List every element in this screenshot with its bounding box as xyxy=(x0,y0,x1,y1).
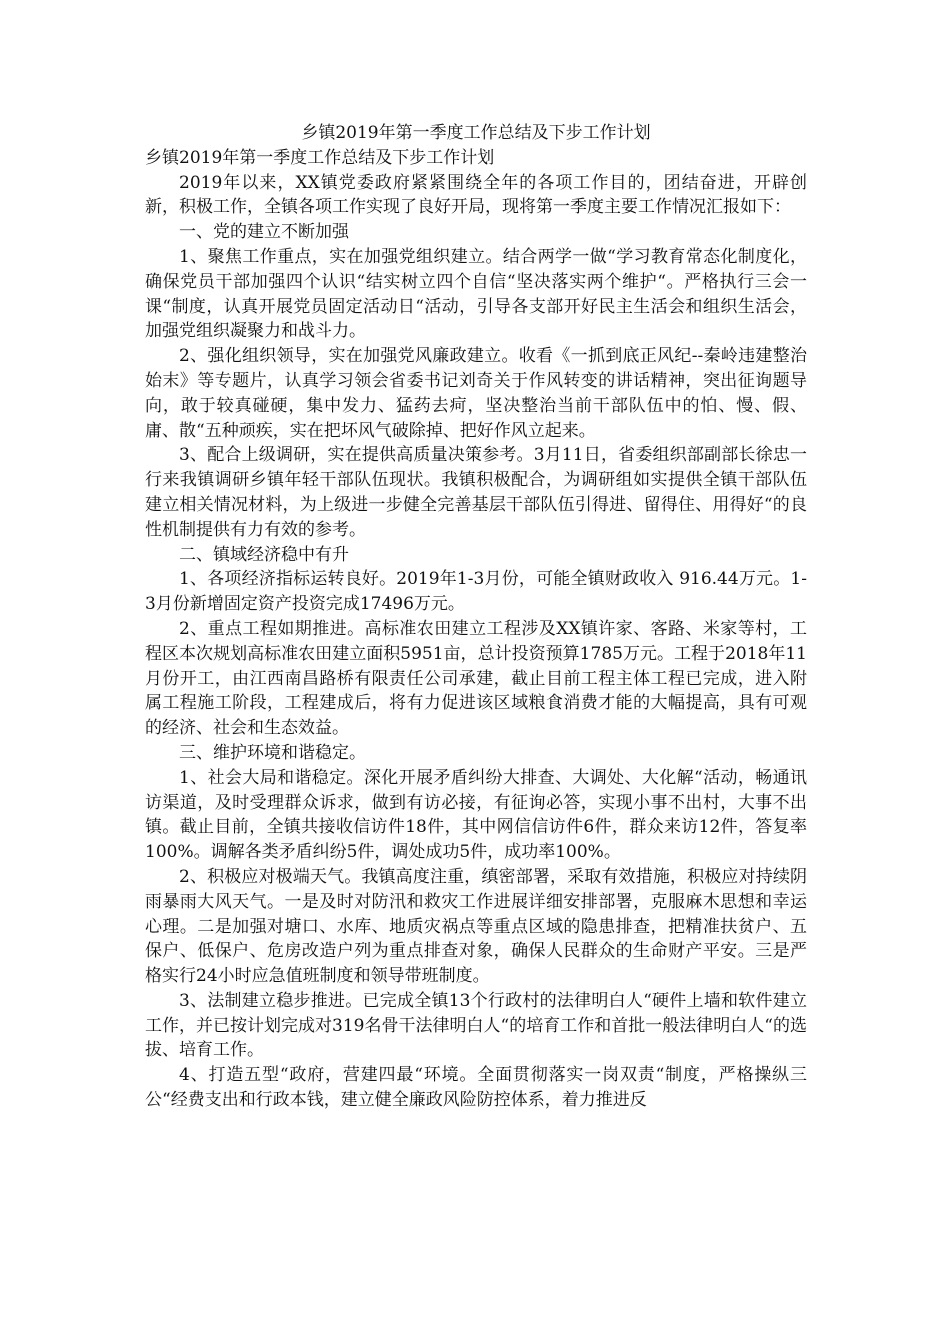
section-heading-economy: 二、镇域经济稳中有升 xyxy=(179,544,349,565)
document-title: 乡镇2019年第一季度工作总结及下步工作计划 xyxy=(301,123,651,143)
document-subtitle: 乡镇2019年第一季度工作总结及下步工作计划 xyxy=(145,147,495,168)
body-paragraph: 2、积极应对极端天气。我镇高度注重，缜密部署，采取有效措施，积极应对持续阴雨暴雨大风天气。一是及时对防汛和救灾工作进展详细安排部署，克服麻木思想和幸运心理。二是加强对塘口、水库、地质灾祸点等重点区域的隐患排查，把精准扶贫户、五保户、低保户、危房改造户列为重点排查对象，确保人民群众的生命财产平安。三是严格实行24小时应急值班制度和领导带班制度。 xyxy=(145,866,807,987)
body-paragraph: 1、各项经济指标运转良好。2019年1-3月份，可能全镇财政收入 916.44万元。1-3月份新增固定资产投资完成17496万元。 xyxy=(145,569,807,615)
body-paragraph: 4、打造五型“政府，营建四最“环境。全面贯彻落实一岗双责“制度，严格操纵三公“经费支出和行政本钱，建立健全廉政风险防控体系，着力推进反 xyxy=(145,1065,807,1111)
intro-paragraph: 2019年以来，XX镇党委政府紧紧围绕全年的各项工作目的，团结奋进，开辟创新，积极工作，全镇各项工作实现了良好开局，现将第一季度主要工作情况汇报如下： xyxy=(145,172,807,218)
body-paragraph: 3、配合上级调研，实在提供高质量决策参考。3月11日，省委组织部副部长徐忠一行来我镇调研乡镇年轻干部队伍现状。我镇积极配合，为调研组如实提供全镇干部队伍建立相关情况材料，为上级进一步健全完善基层干部队伍引得进、留得住、用得好“的良性机制提供有力有效的参考。 xyxy=(145,445,807,540)
body-paragraph: 1、社会大局和谐稳定。深化开展矛盾纠纷大排查、大调处、大化解“活动，畅通讯访渠道，及时受理群众诉求，做到有访必接，有征询必答，实现小事不出村，大事不出镇。截止目前，全镇共接收信访件18件，其中网信信访件6件，群众来访12件，答复率100%。调解各类矛盾纠纷5件，调处成功5件，成功率100%。 xyxy=(145,767,807,863)
section-heading-stability: 三、维护环境和谐稳定。 xyxy=(179,742,366,763)
body-paragraph: 2、强化组织领导，实在加强党风廉政建立。收看《一抓到底正风纪--秦岭违建整治始末》等专题片，认真学习领会省委书记刘奇关于作风转变的讲话精神，突出征询题导向，敢于较真碰硬，集中发力、猛药去疴，坚决整治当前干部队伍中的怕、慢、假、庸、散“五种顽疾，实在把坏风气破除掉、把好作风立起来。 xyxy=(145,346,807,441)
section-heading-party-building: 一、党的建立不断加强 xyxy=(179,222,349,243)
body-paragraph: 1、聚焦工作重点，实在加强党组织建立。结合两学一做“学习教育常态化制度化，确保党员干部加强四个认识“结实树立四个自信“坚决落实两个维护“。严格执行三会一课“制度，认真开展党员固定活动日“活动，引导各支部开好民主生活会和组织生活会，加强党组织凝聚力和战斗力。 xyxy=(145,246,807,342)
document-page xyxy=(145,121,807,1113)
body-paragraph: 3、法制建立稳步推进。已完成全镇13个行政村的法律明白人“硬件上墙和软件建立工作，并已按计划完成对319名骨干法律明白人“的培育工作和首批一般法律明白人“的选拔、培育工作。 xyxy=(145,990,807,1061)
body-paragraph: 2、重点工程如期推进。高标准农田建立工程涉及XX镇许家、客路、米家等村，工程区本次规划高标准农田建立面积5951亩，总计投资预算1785万元。工程于2018年11月份开工，由江西南昌路桥有限责任公司承建，截止目前工程主体工程已完成，进入附属工程施工阶段，工程建成后，将有力促进该区域粮食消费才能的大幅提高，具有可观的经济、社会和生态效益。 xyxy=(145,618,807,739)
